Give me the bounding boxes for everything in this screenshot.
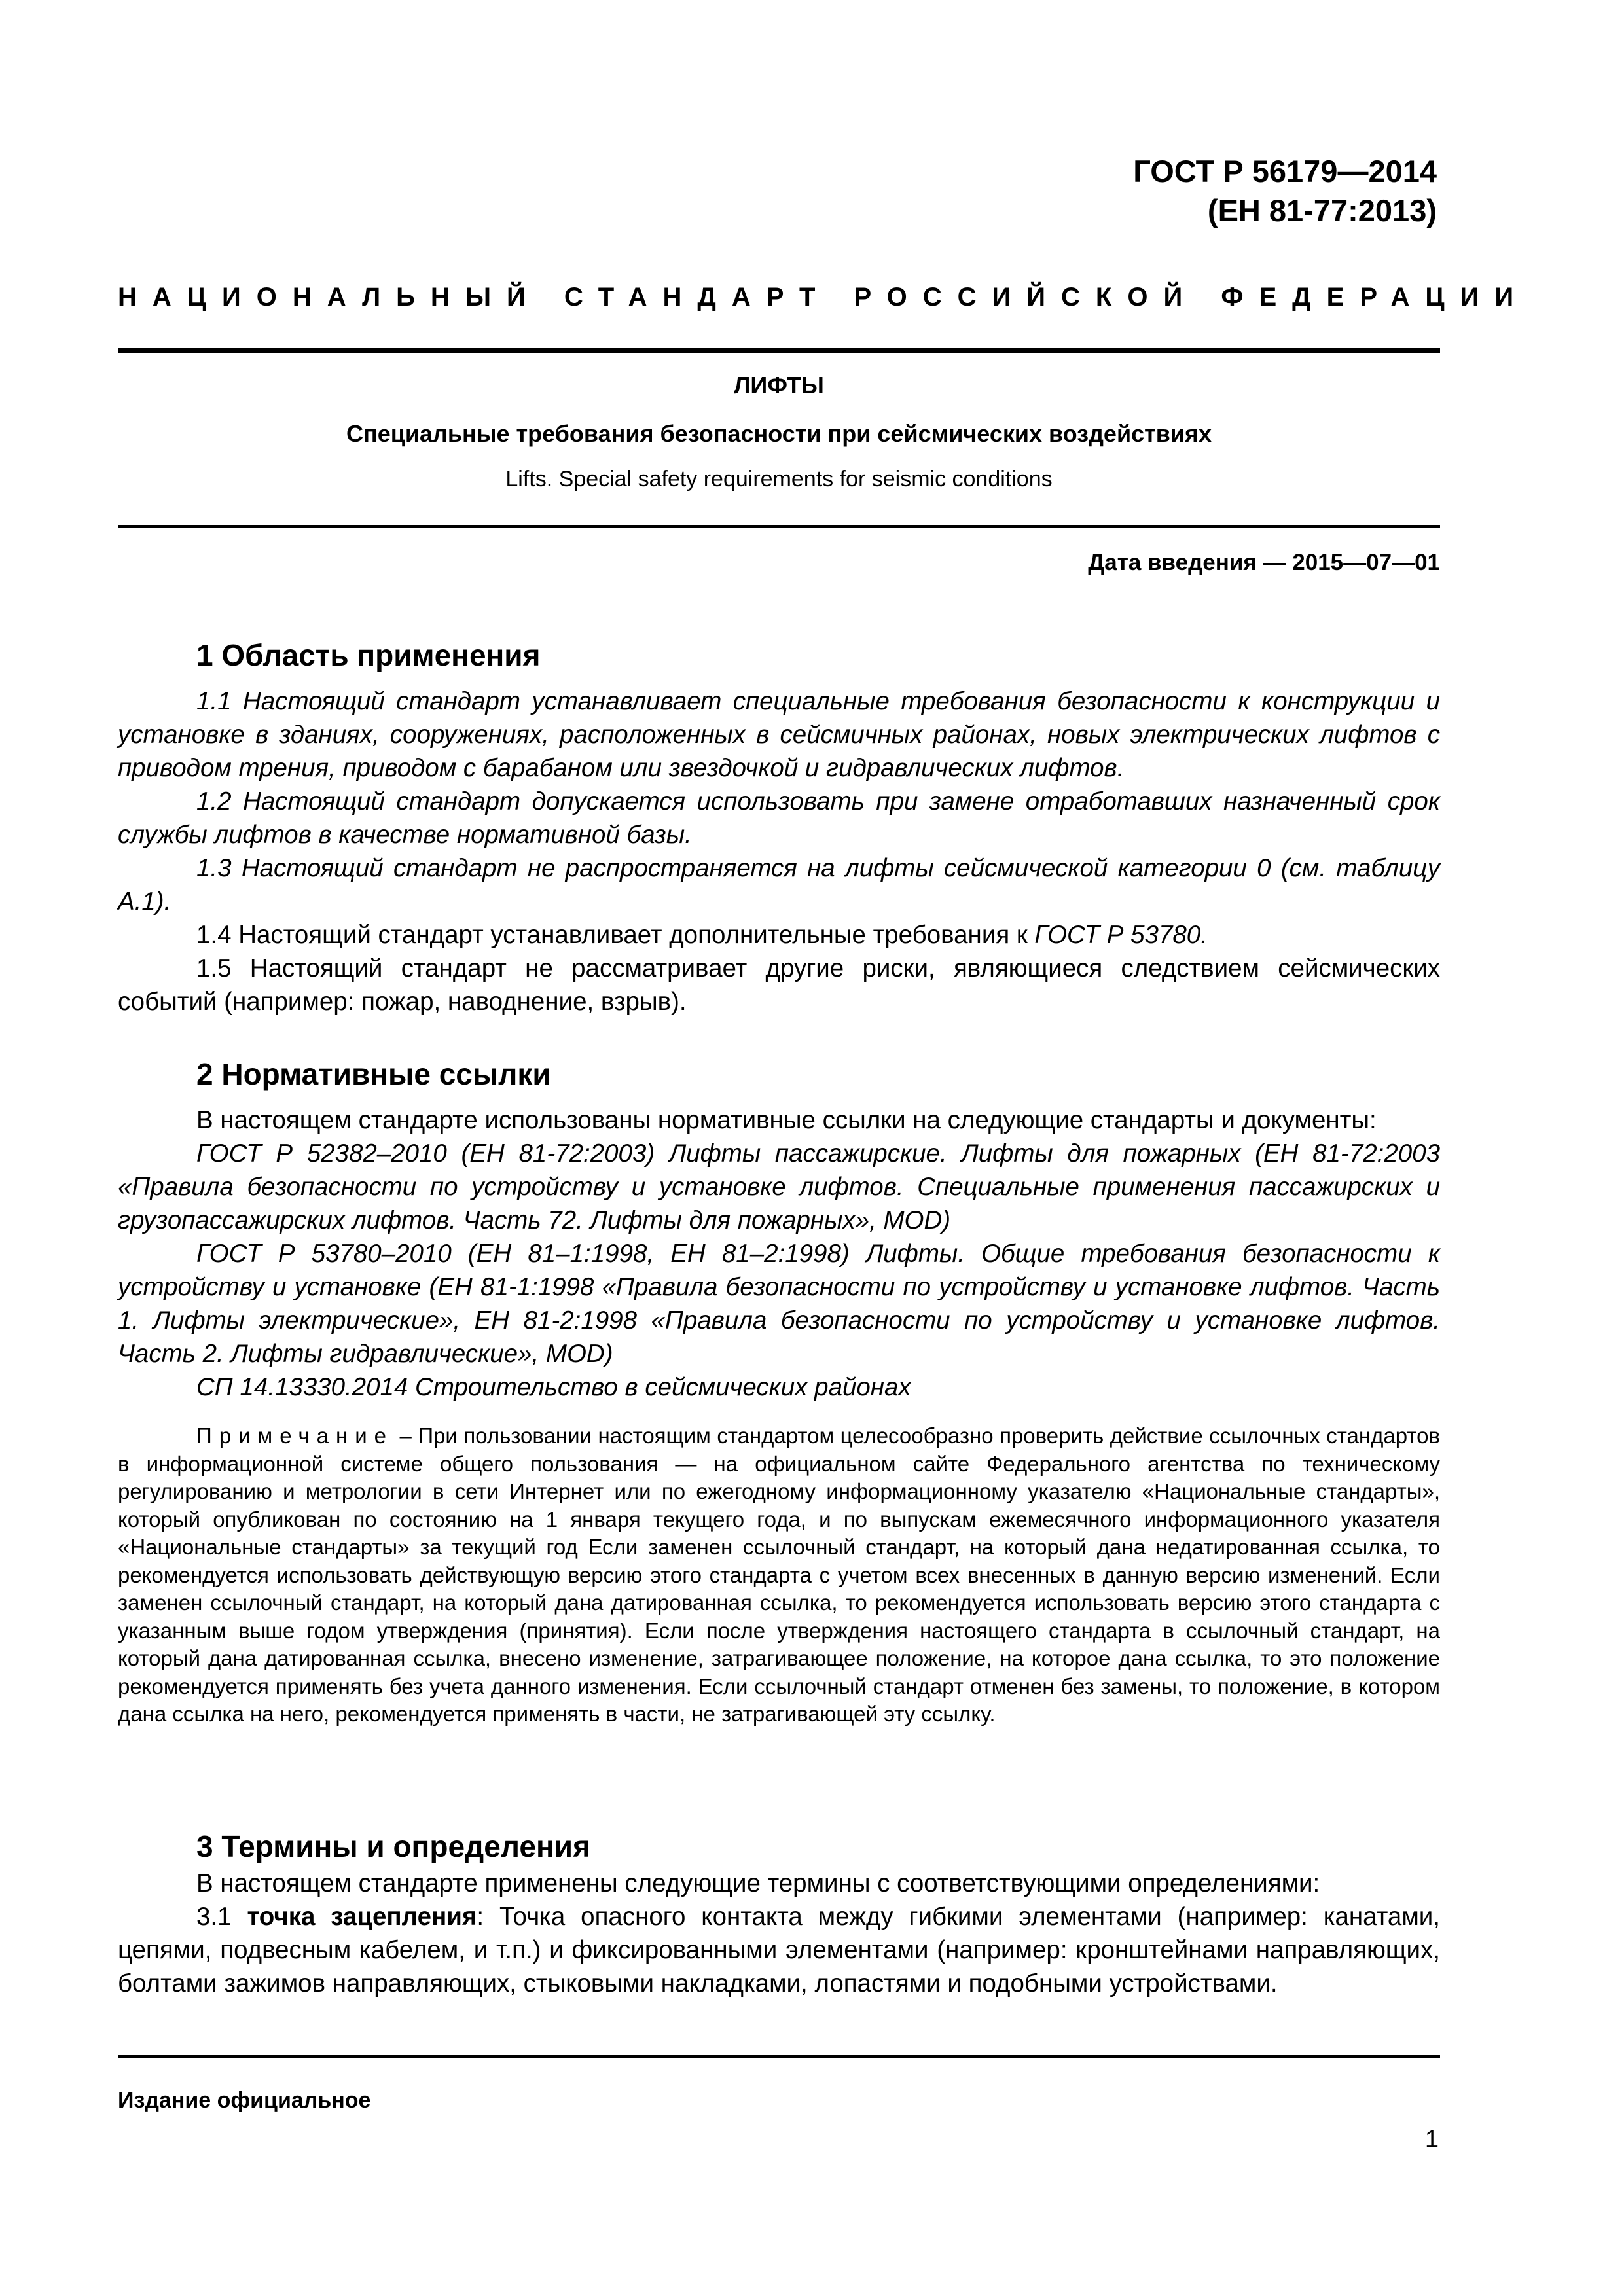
standard-code xyxy=(1133,152,1437,230)
term-number: 3.1 xyxy=(196,1903,247,1931)
note-label: Примечание xyxy=(196,1424,394,1448)
reference-item: ГОСТ Р 53780–2010 (ЕН 81–1:1998, ЕН 81–2:1998) Лифты. Общие требования безопасности к устройству и установке (ЕН 81-1:1998 «Правила безопасности по устройству и установке лифтов. Часть 1. Лифты электрические», ЕН 81-2:1998 «Правила безопасности по устройству и установке лифтов. Часть 2. Лифты гидравлические», MOD) xyxy=(118,1240,1440,1368)
paragraph: 1.1 Настоящий стандарт устанавливает специальные требования безопасности к конструкции и установке в зданиях, сооружениях, расположенных в сейсмичных районах, новых электрических лифтов с приводом трения, приводом с барабаном или звездочкой и гидравлических лифтов. xyxy=(118,687,1440,782)
top-rule xyxy=(118,348,1440,353)
section-terms xyxy=(118,1826,1440,2000)
reference-item: СП 14.13330.2014 Строительство в сейсмических районах xyxy=(196,1373,911,1401)
paragraph-text: 1.4 Настоящий стандарт устанавливает дополнительные требования к xyxy=(196,921,1035,949)
document-title: ЛИФТЫ xyxy=(734,372,824,399)
section-heading: 2 Нормативные ссылки xyxy=(196,1057,551,1091)
note xyxy=(118,1422,1440,1729)
paragraph: 1.5 Настоящий стандарт не рассматривает другие риски, являющиеся следствием сейсмических событий (например: пожар, наводнение, взрыв). xyxy=(118,954,1440,1016)
paragraph: 1.2 Настоящий стандарт допускается использовать при замене отработавших назначенный срок службы лифтов в качестве нормативной базы. xyxy=(118,787,1440,849)
national-standard-banner: НАЦИОНАЛЬНЫЙ СТАНДАРТ РОССИЙСКОЙ ФЕДЕРАЦИИ xyxy=(118,283,1530,312)
paragraph: В настоящем стандарте применены следующие термины с соответствующими определениями: xyxy=(196,1869,1320,1897)
paragraph xyxy=(118,918,1440,952)
introduction-date: Дата введения — 2015—07—01 xyxy=(1088,550,1440,575)
edition-label: Издание официальное xyxy=(118,2088,371,2113)
section-heading: 1 Область применения xyxy=(196,638,541,672)
section-scope xyxy=(118,635,1440,1018)
reference-item: ГОСТ Р 52382–2010 (ЕН 81-72:2003) Лифты пассажирские. Лифты для пожарных (ЕН 81-72:2003 «Правила безопасности по устройству и установке лифтов. Специальные применения пассажирских и грузопассажирских лифтов. Часть 72. Лифты для пожарных», MOD) xyxy=(118,1139,1440,1234)
term: точка зацепления xyxy=(247,1903,477,1931)
document-title-english: Lifts. Special safety requirements for seismic conditions xyxy=(505,467,1053,492)
note-text: – При пользовании настоящим стандартом целесообразно проверить действие ссылочных стандартов в информационной системе общего пользования — на официальном сайте Федерального агентства по техническому регулированию и метрологии в сети Интернет или по ежегодному информационному указателю «Национальные стандарты», который опубликован по состоянию на 1 января текущего года, и по выпускам ежемесячного информационного указателя «Национальные стандарты» за текущий год Если заменен ссылочный стандарт, на который дана недатированная ссылка, то рекомендуется использовать действующую версию этого стандарта с учетом всех внесенных в данную версию изменений. Если заменен ссылочный стандарт, на который дана датированная ссылка, то рекомендуется использовать версию этого стандарта с указанным выше годом утверждения (принятия). Если после утверждения настоящего стандарта в ссылочный стандарт, на который дана датированная ссылка, внесено изменение, затрагивающее положение, на которое дана ссылка, то это положение рекомендуется применять без учета данного изменения. Если ссылочный стандарт отменен без замены, то положение, в котором дана ссылка на него, рекомендуется применять в части, не затрагивающей эту ссылку. xyxy=(118,1424,1440,1726)
term-definition xyxy=(118,1900,1440,2000)
standard-number: ГОСТ Р 56179—2014 xyxy=(1133,154,1437,188)
paragraph: 1.3 Настоящий стандарт не распространяется на лифты сейсмической категории 0 (см. таблицу А.1). xyxy=(118,854,1440,916)
footer-rule xyxy=(118,2055,1440,2058)
paragraph: В настоящем стандарте использованы нормативные ссылки на следующие стандарты и документы: xyxy=(196,1106,1377,1134)
definition: : Точка опасного контакта между гибкими элементами (например: канатами, цепями, подвесным кабелем, и т.п.) и фиксированными элементами (например: кронштейнами направляющих, болтами зажимов направляющих, стыковыми накладками, лопастями и подобными устройствами. xyxy=(118,1903,1441,1998)
standard-equivalent: (ЕН 81-77:2013) xyxy=(1207,193,1437,228)
title-bottom-rule xyxy=(118,525,1440,528)
section-heading: 3 Термины и определения xyxy=(196,1829,590,1863)
document-subtitle: Специальные требования безопасности при сейсмических воздействиях xyxy=(346,420,1212,447)
section-normative-references xyxy=(118,1054,1440,1729)
page-number: 1 xyxy=(1424,2126,1439,2153)
standard-reference: ГОСТ Р 53780. xyxy=(1034,921,1208,949)
